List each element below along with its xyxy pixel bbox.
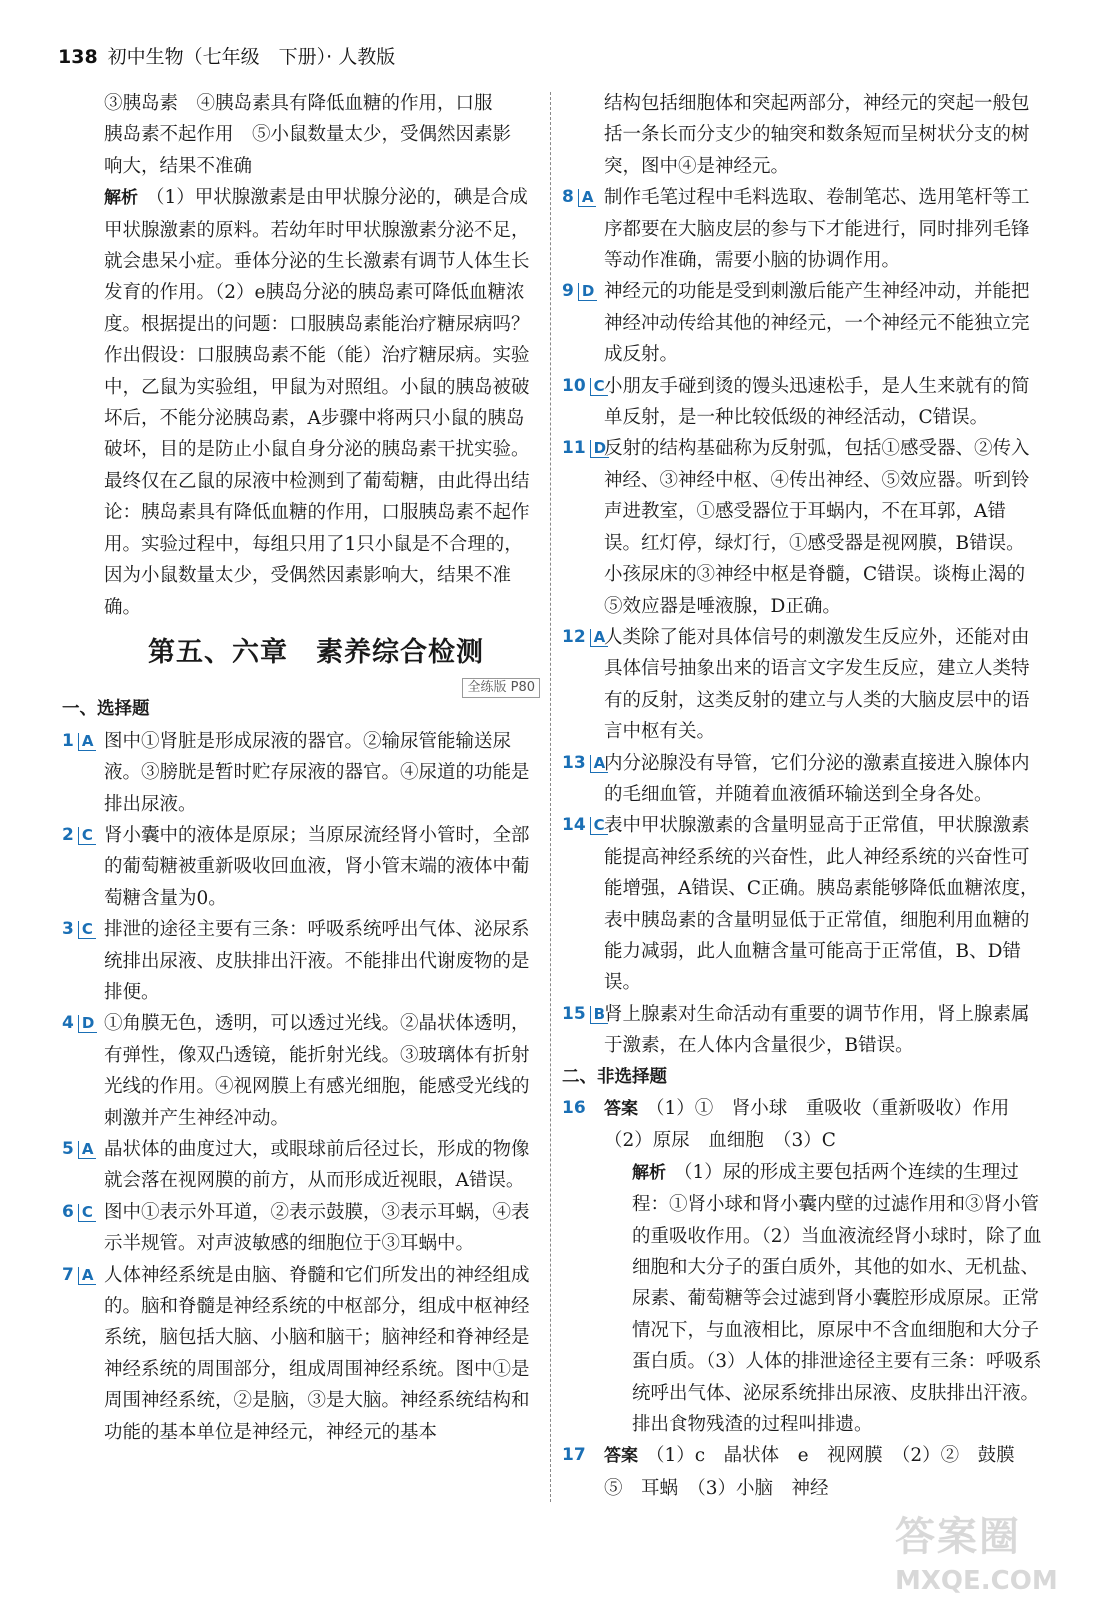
question-number: 14	[562, 815, 586, 836]
question-explanation: 图中①肾脏是形成尿液的器官。②输尿管能输送尿液。③膀胱是暂时贮存尿液的器官。④尿道的功能是排出尿液。	[104, 730, 530, 815]
question-number: 16	[562, 1098, 586, 1118]
question-explanation: 内分泌腺没有导管，它们分泌的激素直接进入腺体内的毛细血管，并随着血液循环输送到全身各处。	[604, 752, 1030, 805]
question-item	[562, 999, 1042, 1062]
question-number: 2	[62, 824, 74, 845]
answer-box: D	[590, 440, 609, 458]
question-item	[562, 748, 1042, 811]
answer-box: D	[578, 283, 597, 301]
analysis-paragraph	[62, 182, 540, 623]
section-heading: 二、非选择题	[562, 1066, 667, 1087]
question-item	[562, 810, 1042, 998]
question-explanation: 神经元的功能是受到刺激后能产生神经冲动，并能把神经冲动传给其他的神经元，一个神经元不能独立完成反射。	[604, 281, 1030, 366]
watermark-cn: 答案圈	[895, 1514, 1021, 1560]
section-heading: 一、选择题	[62, 699, 150, 720]
question-number: 9	[562, 281, 574, 302]
question-item	[562, 371, 1042, 434]
answer-label: 答案	[604, 1099, 638, 1119]
continued-answer-line: ③胰岛素 ④胰岛素具有降低血糖的作用，口服	[104, 93, 493, 114]
answer-box: C	[590, 378, 608, 396]
question-number: 10	[562, 375, 586, 396]
answer-box: D	[78, 1015, 97, 1033]
question-item	[62, 820, 540, 914]
question-number: 1	[62, 730, 74, 751]
question-number: 8	[562, 187, 574, 208]
question-number: 7	[62, 1264, 74, 1285]
analysis-label: 解析	[632, 1162, 666, 1183]
question-explanation: 肾上腺素对生命活动有重要的调节作用，肾上腺素属于激素，在人体内含量很少，B错误。	[604, 1003, 1030, 1057]
answer-box: A	[78, 1267, 97, 1285]
question-explanation: ①角膜无色，透明，可以透过光线。②晶状体透明，有弹性，像双凸透镜，能折射光线。③玻璃体有折射光线的作用。④视网膜上有感光细胞，能感受光线的刺激并产生神经冲动。	[104, 1013, 530, 1129]
question-item	[562, 622, 1042, 748]
question-number: 13	[562, 752, 586, 773]
question-explanation: 人类除了能对具体信号的刺激发生反应外，还能对由具体信号抽象出来的语言文字发生反应，建立人类特有的反射，这类反射的建立与人类的大脑皮层中的语言中枢有关。	[604, 626, 1030, 743]
left-column	[62, 88, 540, 1448]
question-number: 4	[62, 1013, 74, 1034]
answer-box: A	[590, 755, 609, 773]
question-item	[62, 1197, 540, 1260]
question-number: 17	[562, 1445, 586, 1466]
question-number: 15	[562, 1003, 586, 1024]
question-number: 5	[62, 1139, 74, 1159]
question-item	[562, 182, 1042, 276]
question-explanation: 图中①表示外耳道，②表示鼓膜，③表示耳蜗，④表示半规管。对声波敏感的细胞位于③耳蜗中。	[104, 1201, 530, 1255]
answer-box: C	[590, 817, 608, 835]
page-header	[58, 42, 395, 69]
answer-text: （1）c 晶状体 e 视网膜 （2）② 鼓膜 ⑤ 耳蜗 （3）小脑 神经	[604, 1445, 1034, 1499]
question-item	[62, 1008, 540, 1134]
question-item	[62, 914, 540, 1008]
question-item	[562, 276, 1042, 370]
answer-box: A	[78, 733, 97, 751]
column-divider	[550, 92, 551, 1502]
continued-answer-line: 胰岛素不起作用 ⑤小鼠数量太少，受偶然因素影	[104, 124, 512, 146]
question-explanation: 制作毛笔过程中毛料选取、卷制笔芯、选用笔杆等工序都要在大脑皮层的参与下才能进行，同时排列毛锋等动作准确，需要小脑的协调作用。	[604, 187, 1030, 272]
question-explanation: 表中甲状腺激素的含量明显高于正常值，甲状腺激素能提高神经系统的兴奋性，此人神经系统的兴奋性可能增强，A错误、C正确。胰岛素能够降低血糖浓度，表中胰岛素的含量明显低于正常值，细胞利用血糖的能力减弱，此人血糖含量可能高于正常值，B、D错误。	[604, 815, 1039, 994]
question-item-17	[562, 1440, 1042, 1504]
chapter-title: 第五、六章 素养综合检测	[148, 636, 484, 668]
continued-answer-line: 响大，结果不准确	[104, 155, 253, 177]
answer-box: C	[78, 827, 96, 845]
page-number: 138	[58, 46, 98, 68]
answer-box: C	[78, 921, 96, 939]
question-item-16	[562, 1093, 1042, 1440]
watermark-en: MXQE.COM	[895, 1566, 1058, 1596]
answer-line	[604, 1440, 1042, 1504]
question-explanation: 反射的结构基础称为反射弧，包括①感受器、②传入神经、③神经中枢、④传出神经、⑤效应器。听到铃声进教室，①感受器位于耳蜗内，不在耳郭，A错误。红灯停，绿灯行，①感受器是视网膜，B错误。小孩尿床的③神经中枢是脊髓，C错误。谈梅止渴的⑤效应器是唾液腺，D正确。	[604, 438, 1030, 617]
analysis-text: （1）尿的形成主要包括两个连续的生理过程：①肾小球和肾小囊内壁的过滤作用和③肾小管的重吸收作用。（2）当血液流经肾小球时，除了血细胞和大分子的蛋白质外，其他的如水、无机盐、尿素、葡萄糖等会过滤到肾小囊腔形成原尿。正常情况下，与血液相比，原尿中不含血细胞和大分子蛋白质。（3）人体的排泄途径主要有三条：呼吸系统呼出气体、泌尿系统排出尿液、皮肤排出汗液。排出食物残渣的过程叫排遗。	[632, 1161, 1042, 1436]
answer-line	[604, 1093, 1042, 1157]
question-item	[62, 1260, 540, 1448]
question-number: 6	[62, 1201, 74, 1222]
question-item	[62, 1134, 540, 1197]
analysis-text: （1）甲状腺激素是由甲状腺分泌的，碘是合成甲状腺激素的原料。若幼年时甲状腺激素分泌不足，就会患呆小症。垂体分泌的生长激素有调节人体生长发育的作用。（2）e胰岛分泌的胰岛素可降低血糖浓度。根据提出的问题：口服胰岛素能治疗糖尿病吗？作出假设：口服胰岛素不能（能）治疗糖尿病。实验中，乙鼠为实验组，甲鼠为对照组。小鼠的胰岛被破坏后，不能分泌胰岛素，A步骤中将两只小鼠的胰岛破坏，目的是防止小鼠自身分泌的胰岛素干扰实验。最终仅在乙鼠的尿液中检测到了葡萄糖，由此得出结论：胰岛素具有降低血糖的作用，口服胰岛素不起作用。实验过程中，每组只用了1只小鼠是不合理的，因为小鼠数量太少，受偶然因素影响大，结果不准确。	[104, 187, 530, 618]
question-explanation: 排泄的途径主要有三条：呼吸系统呼出气体、泌尿系统排出尿液、皮肤排出汗液。不能排出代谢废物的是排便。	[104, 919, 530, 1003]
question-item	[62, 726, 540, 820]
question-item	[562, 433, 1042, 621]
answer-box: C	[78, 1204, 96, 1222]
question-explanation: 人体神经系统是由脑、脊髓和它们所发出的神经组成的。脑和脊髓是神经系统的中枢部分，组成中枢神经系统，脑包括大脑、小脑和脑干；脑神经和脊神经是神经系统的周围部分，组成周围神经系统。图中①是周围神经系统，②是脑，③是大脑。神经系统结构和功能的基本单位是神经元，神经元的基本	[104, 1264, 530, 1443]
question-explanation: 肾小囊中的液体是原尿；当原尿流经肾小管时，全部的葡萄糖被重新吸收回血液，肾小管末端的液体中葡萄糖含量为0。	[104, 824, 530, 909]
answer-box: B	[590, 1006, 608, 1024]
question-explanation: 小朋友手碰到烫的馒头迅速松手，是人生来就有的简单反射，是一种比较低级的神经活动，C错误。	[604, 375, 1030, 429]
analysis-paragraph	[604, 1157, 1042, 1441]
edition-badge: 全练版 P80	[462, 678, 540, 698]
answer-label: 答案	[604, 1446, 638, 1467]
answer-text: （1）① 肾小球 重吸收（重新吸收）作用 （2）原尿 血细胞 （3）C	[604, 1098, 1028, 1152]
question-number: 11	[562, 438, 586, 459]
answer-box: A	[590, 629, 609, 647]
continued-explanation: 结构包括细胞体和突起两部分，神经元的突起一般包括一条长而分支少的轴突和数条短而呈树状分支的树突，图中④是神经元。	[604, 93, 1030, 177]
question-explanation: 晶状体的曲度过大，或眼球前后径过长，形成的物像就会落在视网膜的前方，从而形成近视眼，A错误。	[104, 1139, 530, 1192]
analysis-label: 解析	[104, 188, 138, 209]
book-title: 初中生物（七年级 下册）· 人教版	[107, 46, 396, 68]
watermark-logo	[895, 1505, 1075, 1595]
answer-box: A	[578, 189, 597, 207]
question-number: 12	[562, 626, 586, 647]
right-column	[562, 88, 1042, 1504]
answer-box: A	[78, 1141, 97, 1159]
question-number: 3	[62, 919, 74, 940]
